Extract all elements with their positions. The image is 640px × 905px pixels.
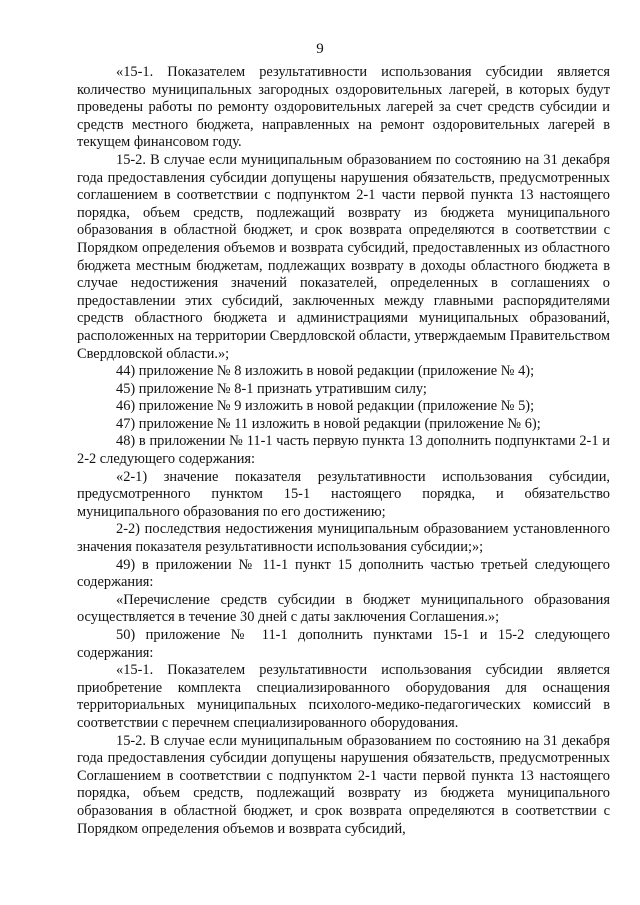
paragraph-15-2-return: 15-2. В случае если муниципальным образованием по состоянию на 31 декабря года предоставления субсидии допущены нарушения обязательств, предусмотренных соглашением в соответствии с подпунктом 2-1 части первой пункта 13 настоящего порядка, объем средств, подлежащий возврату из бюджета муниципального образования в областной бюджет, и срок возврата определяются в соответствии с Порядком определения объемов и возврата субсидий, предоставленных из областного бюджета местным бюджетам, подлежащих возврату в доходы областного бюджета в случае недостижения значений показателей, определенных в соглашениях о предоставлении этих субсидий, заключенных между главными распорядителями средств областного бюджета и администрациями муниципальных образований, расположенных на территории Свердловской области, утверждаемым Правительством Свердловской области.»; bbox=[77, 151, 610, 362]
paragraph-15-1-equipment: «15-1. Показателем результативности использования субсидии является приобретение комплекта специализированного оборудования для оснащения территориальных муниципальных психолого-медико-педагогических комиссий в соответствии с перечнем специализированного оборудования. bbox=[77, 662, 610, 731]
paragraph-15-1-camps: «15-1. Показателем результативности использования субсидии является количество муниципальных загородных оздоровительных лагерей, в которых будут проведены работы по ремонту оздоровительных лагерей за счет средств субсидии и средств местного бюджета, направленных на ремонт оздоровительных лагерей в текущем финансовом году. bbox=[77, 64, 610, 151]
subitem-2-2: 2-2) последствия недостижения муниципальным образованием установленного значения показателя результативности использования субсидии;»; bbox=[77, 521, 610, 556]
item-47: 47) приложение № 11 изложить в новой редакции (приложение № 6); bbox=[116, 415, 541, 432]
item-44: 44) приложение № 8 изложить в новой редакции (приложение № 4); bbox=[116, 363, 535, 380]
item-46: 46) приложение № 9 изложить в новой редакции (приложение № 5); bbox=[116, 398, 535, 415]
item-50: 50) приложение № 11-1 дополнить пунктами 15-1 и 15-2 следующего содержания: bbox=[77, 627, 610, 661]
paragraph-15-2-return-agreement: 15-2. В случае если муниципальным образованием по состоянию на 31 декабря года предоставления субсидии допущены нарушения обязательств, предусмотренных Соглашением в соответствии с подпунктом 2-1 части первой пункта 13 настоящего порядка, объем средств, подлежащий возврату из бюджета муниципального образования в областной бюджет, и срок возврата определяются в соответствии с Порядком определения объемов и возврата субсидий, bbox=[77, 732, 610, 837]
item-48: 48) в приложении № 11-1 часть первую пункта 13 дополнить подпунктами 2-1 и 2-2 следующего содержания: bbox=[77, 433, 610, 468]
item-49: 49) в приложении № 11-1 пункт 15 дополнить частью третьей следующего содержания: bbox=[77, 556, 610, 591]
quote-transfer: «Перечисление средств субсидии в бюджет муниципального образования осуществляется в течение 30 дней с даты заключения Соглашения.»; bbox=[77, 591, 610, 626]
document-body bbox=[77, 64, 610, 838]
page-number: 9 bbox=[316, 41, 324, 57]
subitem-2-1: «2-1) значение показателя результативности использования субсидии, предусмотренного пунктом 15-1 настоящего порядка, и обязательство муниципального образования по его достижению; bbox=[77, 468, 610, 520]
item-45: 45) приложение № 8-1 признать утратившим силу; bbox=[116, 380, 427, 397]
